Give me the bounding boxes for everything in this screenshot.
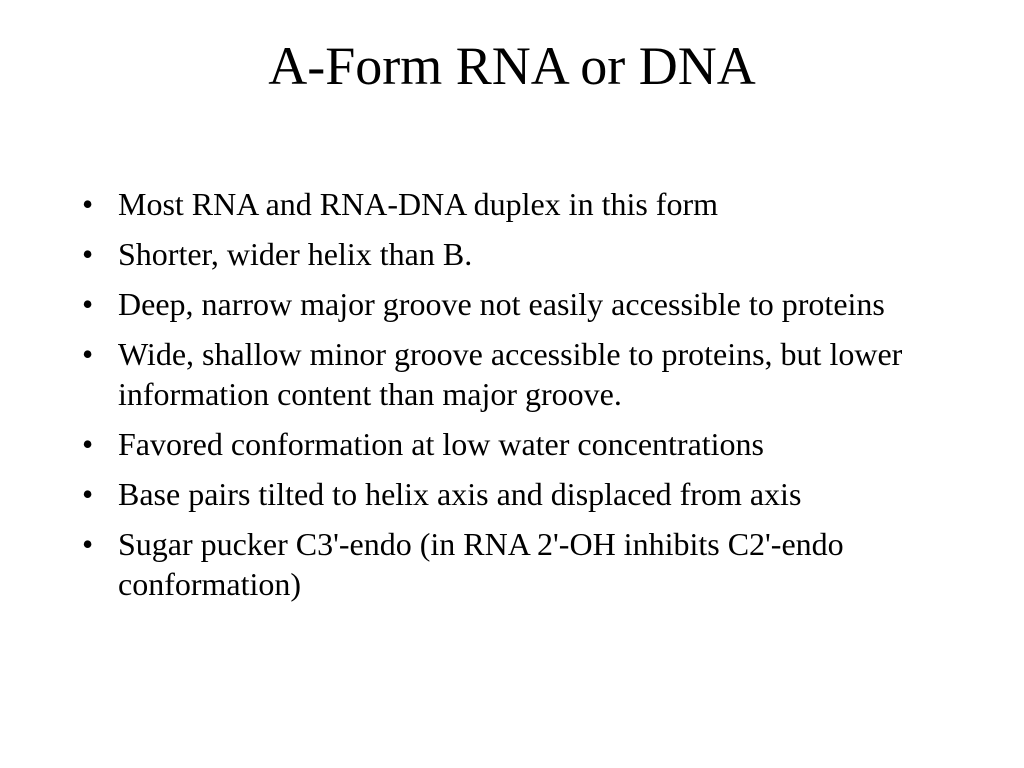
slide-title: A-Form RNA or DNA [268,36,756,96]
bullet-text: Most RNA and RNA-DNA duplex in this form [118,186,718,222]
bullet-text: Deep, narrow major groove not easily accessible to proteins [118,286,885,322]
bullet-icon: • [82,476,94,512]
bullet-item [78,424,958,464]
bullet-text: Sugar pucker C3'-endo (in RNA 2'-OH inhibits C2'-endo conformation) [118,526,844,602]
bullet-icon: • [82,426,94,462]
bullet-item [78,524,918,604]
bullet-list [78,184,958,614]
bullet-item [78,474,938,514]
bullet-text: Wide, shallow minor groove accessible to proteins, but lower information content than major groove. [118,336,903,412]
bullet-icon: • [82,526,94,562]
bullet-text: Shorter, wider helix than B. [118,236,473,272]
bullet-text: Base pairs tilted to helix axis and displaced from axis [118,476,802,512]
bullet-icon: • [82,336,94,372]
bullet-item [78,284,938,324]
bullet-text: Favored conformation at low water concentrations [118,426,764,462]
bullet-icon: • [82,236,94,272]
bullet-item [78,334,978,414]
bullet-icon: • [82,186,94,222]
bullet-item [78,184,958,224]
bullet-item [78,234,958,274]
bullet-icon: • [82,286,94,322]
